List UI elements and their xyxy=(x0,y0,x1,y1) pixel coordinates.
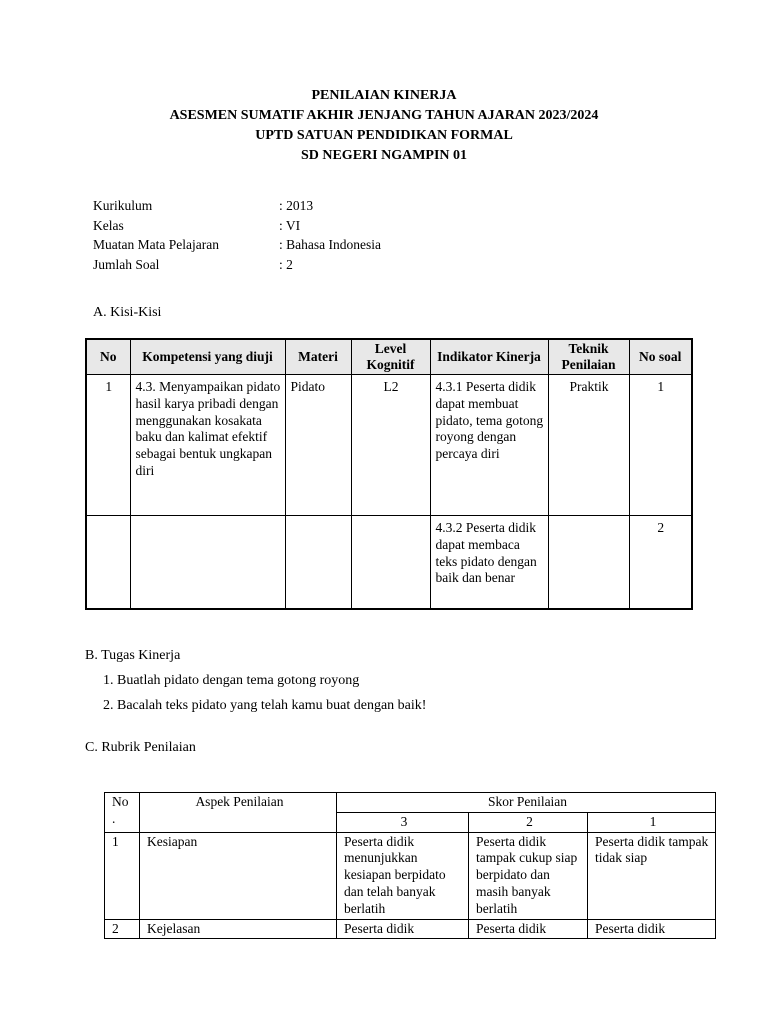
kisi-cell-indikator: 4.3.1 Peserta didik dapat membuat pidato, tema gotong royong dengan percaya diri xyxy=(430,375,548,516)
kisi-cell-kompetensi: 4.3. Menyampaikan pidato hasil karya pribadi dengan menggunakan kosakata baku dan kalimat efektif sebagai bentuk ungkapan diri xyxy=(130,375,285,516)
rubrik-cell-skor-3: Peserta didik xyxy=(337,919,469,939)
kisi-header-level: Level Kognitif xyxy=(351,339,430,375)
meta-key: Kurikulum xyxy=(93,198,153,213)
kisi-header-kompetensi: Kompetensi yang diuji xyxy=(130,339,285,375)
list-item: 1. Buatlah pidato dengan tema gotong royong xyxy=(103,673,360,688)
meta-row-jumlah-soal xyxy=(93,255,493,275)
rubrik-header-no: No . xyxy=(105,793,140,833)
kisi-cell-materi xyxy=(285,516,351,609)
kisi-cell-level xyxy=(351,516,430,609)
document-title xyxy=(0,86,768,166)
kisi-cell-materi: Pidato xyxy=(285,375,351,516)
rubrik-cell-skor-1: Peserta didik tampak tidak siap xyxy=(588,832,716,919)
meta-value: : 2013 xyxy=(279,198,314,213)
meta-row-kelas xyxy=(93,216,493,236)
section-c-heading: C. Rubrik Penilaian xyxy=(85,740,196,755)
kisi-header-indikator: Indikator Kinerja xyxy=(430,339,548,375)
rubrik-cell-skor-2: Peserta didik tampak cukup siap berpidato dan masih banyak berlatih xyxy=(469,832,588,919)
title-line-1: PENILAIAN KINERJA xyxy=(311,88,457,103)
rubrik-cell-aspek: Kejelasan xyxy=(140,919,337,939)
meta-value: : Bahasa Indonesia xyxy=(279,237,381,252)
kisi-header-row xyxy=(86,339,692,375)
kisi-cell-indikator: 4.3.2 Peserta didik dapat membaca teks pidato dengan baik dan benar xyxy=(430,516,548,609)
table-row xyxy=(105,919,716,939)
kisi-cell-no-soal: 1 xyxy=(629,375,692,516)
meta-value: : VI xyxy=(279,217,301,233)
meta-row-muatan xyxy=(93,235,493,255)
kisi-cell-teknik: Praktik xyxy=(548,375,629,516)
table-row xyxy=(86,375,692,516)
meta-key: Muatan Mata Pelajaran xyxy=(93,237,219,252)
rubrik-table xyxy=(104,792,716,939)
rubrik-header-skor: Skor Penilaian xyxy=(337,793,716,813)
document-meta xyxy=(93,196,493,274)
section-b-heading: B. Tugas Kinerja xyxy=(85,648,181,663)
rubrik-cell-no: 1 xyxy=(105,832,140,919)
rubrik-cell-skor-2: Peserta didik xyxy=(469,919,588,939)
table-row xyxy=(105,832,716,919)
meta-key: Jumlah Soal xyxy=(93,256,160,272)
title-line-4: SD NEGERI NGAMPIN 01 xyxy=(300,148,468,163)
kisi-header-no-soal: No soal xyxy=(629,339,692,375)
rubrik-score-1: 1 xyxy=(588,812,716,832)
rubrik-cell-skor-3: Peserta didik menunjukkan kesiapan berpidato dan telah banyak berlatih xyxy=(337,832,469,919)
kisi-cell-level: L2 xyxy=(351,375,430,516)
meta-key: Kelas xyxy=(93,217,124,233)
rubrik-cell-no: 2 xyxy=(105,919,140,939)
kisi-header-teknik: Teknik Penilaian xyxy=(548,339,629,375)
kisi-cell-no-soal: 2 xyxy=(629,516,692,609)
kisi-header-materi: Materi xyxy=(285,339,351,375)
meta-row-kurikulum xyxy=(93,196,493,216)
list-item: 2. Bacalah teks pidato yang telah kamu buat dengan baik! xyxy=(103,698,427,713)
kisi-cell-teknik xyxy=(548,516,629,609)
rubrik-cell-aspek: Kesiapan xyxy=(140,832,337,919)
rubrik-score-2: 2 xyxy=(469,812,588,832)
kisi-cell-no: 1 xyxy=(86,375,130,516)
section-a-heading: A. Kisi-Kisi xyxy=(93,305,162,320)
rubrik-header-row xyxy=(105,793,716,813)
kisi-header-no: No xyxy=(86,339,130,375)
title-line-2: ASESMEN SUMATIF AKHIR JENJANG TAHUN AJARAN 2023/2024 xyxy=(169,108,599,123)
title-line-3: UPTD SATUAN PENDIDIKAN FORMAL xyxy=(255,128,513,143)
table-row xyxy=(86,516,692,609)
rubrik-cell-skor-1: Peserta didik xyxy=(588,919,716,939)
kisi-kisi-table xyxy=(85,338,693,610)
meta-value: : 2 xyxy=(279,256,293,272)
rubrik-score-3: 3 xyxy=(337,812,469,832)
kisi-cell-kompetensi xyxy=(130,516,285,609)
kisi-cell-no xyxy=(86,516,130,609)
rubrik-header-aspek: Aspek Penilaian xyxy=(140,793,337,833)
task-list xyxy=(103,672,426,722)
